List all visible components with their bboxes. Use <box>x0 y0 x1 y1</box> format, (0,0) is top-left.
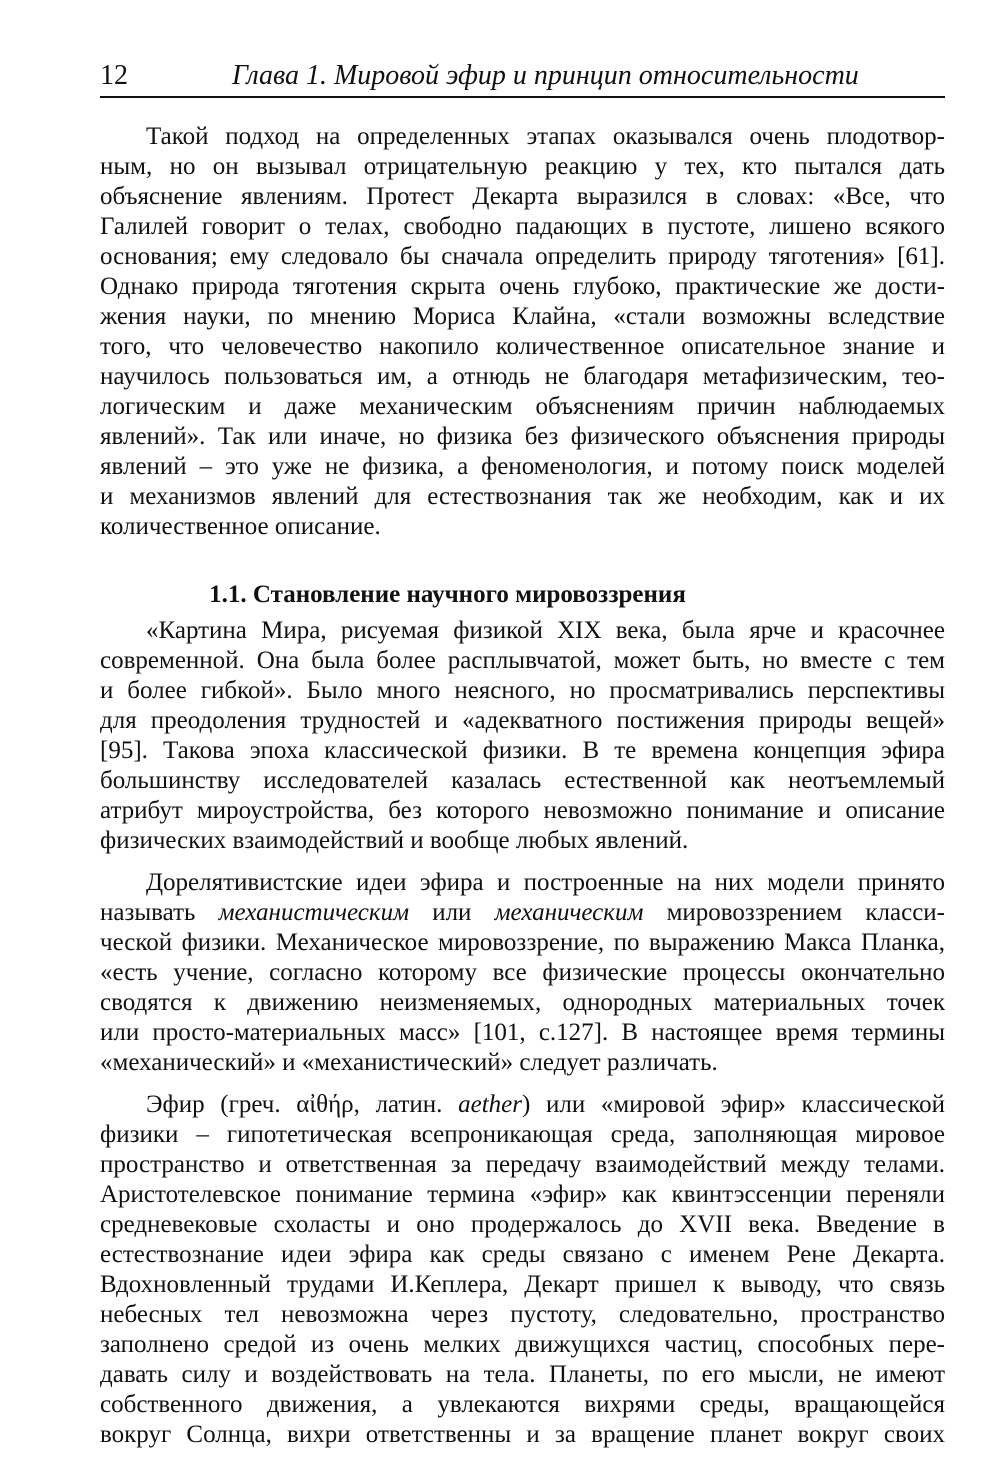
text-fragment: Эфир (греч. <box>146 1091 297 1118</box>
emphasis-term: механическим <box>494 899 644 926</box>
text-line: естествознание идеи эфира как среды связано с именем Рене Декарта. <box>100 1241 945 1268</box>
running-header <box>100 58 945 98</box>
text-line: вокруг Солнца, вихри ответственны и за вращение планет вокруг своих <box>100 1421 945 1448</box>
text-line: давать силу и воздействовать на тела. Планеты, по его мысли, не имеют <box>100 1361 945 1388</box>
text-line: [95]. Такова эпоха классической физики. В те времена концепция эфира <box>100 737 945 764</box>
text-fragment: мировоззрением класси- <box>643 899 946 926</box>
text-line: явлений». Так или иначе, но физика без физического объяснения природы <box>100 423 945 450</box>
text-line: средневековые схоласты и оно продержалось до XVII века. Введение в <box>100 1211 945 1238</box>
paragraph-3 <box>100 868 945 1078</box>
paragraph-gap <box>100 1078 945 1090</box>
text-line: современной. Она была более расплывчатой, может быть, но вместе с тем <box>100 647 945 674</box>
paragraph-gap <box>100 856 945 868</box>
text-fragment: называть <box>100 899 219 926</box>
text-line: жения науки, по мнению Мориса Клайна, «стали возможны вследствие <box>100 303 945 330</box>
text-fragment: , латин. <box>353 1091 459 1118</box>
text-line: того, что человечество накопило количественное описательное знание и <box>100 333 945 360</box>
text-line: заполнено средой из очень мелких движущихся частиц, способных пере- <box>100 1331 945 1358</box>
text-line: для преодоления трудностей и «адекватного постижения природы вещей» <box>100 707 945 734</box>
text-line: ческой физики. Механическое мировоззрение, по выражению Макса Планка, <box>100 929 945 956</box>
text-line: небесных тел невозможна через пустоту, следовательно, пространство <box>100 1301 945 1328</box>
text-line: пространство и ответственная за передачу взаимодействий между телами. <box>100 1151 945 1178</box>
text-line: сводятся к движению неизменяемых, однородных материальных точек <box>100 989 945 1016</box>
text-line: или просто-материальных масс» [101, с.127]. В настоящее время термины <box>100 1019 945 1046</box>
text-line: основания; ему следовало бы сначала определить природу тяготения» [61]. <box>100 243 945 270</box>
text-line: и механизмов явлений для естествознания так же необходим, как и их <box>100 483 945 510</box>
text-line: большинству исследователей казалась естественной как неотъемлемый <box>100 767 945 794</box>
text-fragment: или <box>409 899 495 926</box>
text-line: «механический» и «механистический» следует различать. <box>100 1049 718 1076</box>
chapter-title: Глава 1. Мировой эфир и принцип относительности <box>232 60 859 91</box>
paragraph-2 <box>100 616 945 856</box>
page-number: 12 <box>100 60 128 91</box>
text-line: явлений – это уже не физика, а феноменология, и потому поиск моделей <box>100 453 945 480</box>
text-line: «есть учение, согласно которому все физические процессы окончательно <box>100 959 945 986</box>
text-line: Вдохновленный трудами И.Кеплера, Декарт пришел к выводу, что связь <box>100 1271 945 1298</box>
greek-term: αἰθήρ <box>296 1091 354 1118</box>
text-fragment: ) или «мировой эфир» классической <box>521 1091 945 1118</box>
emphasis-term: механистическим <box>218 899 410 926</box>
body-text <box>100 122 945 1450</box>
text-line-mixed <box>100 1090 945 1120</box>
text-line: физических взаимодействий и вообще любых явлений. <box>100 827 689 854</box>
latin-term: aether <box>458 1091 522 1118</box>
text-line: собственного движения, а увлекаются вихрями среды, вращающейся <box>100 1391 945 1418</box>
text-line: физики – гипотетическая всепроникающая среда, заполняющая мировое <box>100 1121 945 1148</box>
text-line: Аристотелевское понимание термина «эфир» как квинтэссенции переняли <box>100 1181 945 1208</box>
text-line: количественное описание. <box>100 513 381 540</box>
text-line-mixed <box>100 898 945 928</box>
text-line: атрибут мироустройства, без которого невозможно понимание и описание <box>100 797 945 824</box>
text-line: ным, но он вызывал отрицательную реакцию у тех, кто пытался дать <box>100 153 945 180</box>
text-line: Галилей говорит о телах, свободно падающих в пустоте, лишено всякого <box>100 213 945 240</box>
text-line: объяснение явлениям. Протест Декарта выразился в словах: «Все, что <box>100 183 945 210</box>
text-line: Дорелятивистские идеи эфира и построенные на них модели принято <box>146 869 945 896</box>
text-line: научилось пользоваться им, а отнюдь не благодаря метафизическим, тео- <box>100 363 945 390</box>
page-content <box>100 58 945 1450</box>
text-line: «Картина Мира, рисуемая физикой XIX века, была ярче и красочнее <box>146 617 945 644</box>
text-line: логическим и даже механическим объяснениям причин наблюдаемых <box>100 393 945 420</box>
paragraph-1 <box>100 122 945 542</box>
section-heading: 1.1. Становление научного мировоззрения <box>209 581 686 608</box>
text-line: и более гибкой». Было много неясного, но просматривались перспективы <box>100 677 945 704</box>
text-line: Такой подход на определенных этапах оказывался очень плодотвор- <box>146 123 945 150</box>
paragraph-4 <box>100 1090 945 1450</box>
text-line: Однако природа тяготения скрыта очень глубоко, практические же дости- <box>100 273 945 300</box>
